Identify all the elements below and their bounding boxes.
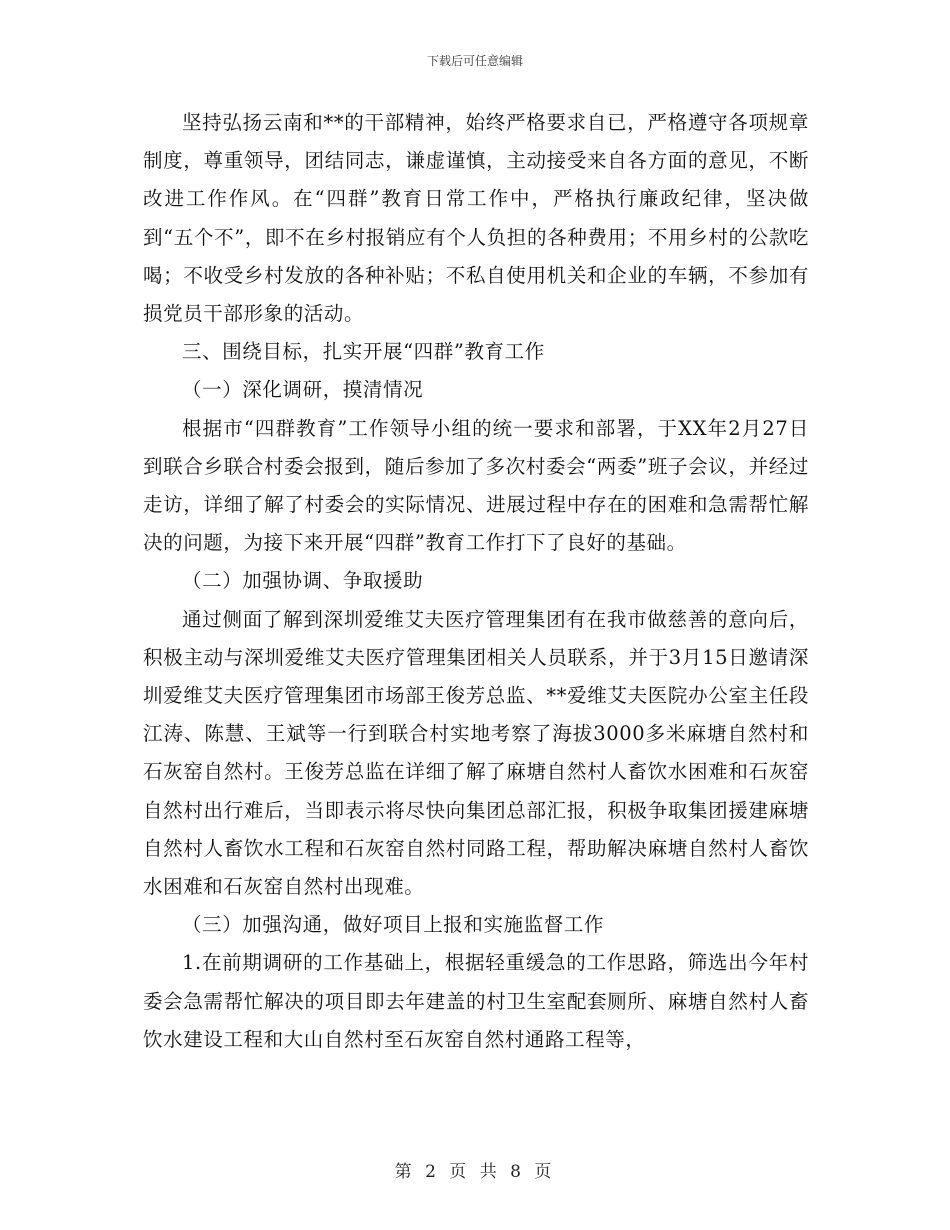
paragraph-research: 根据市“四群教育”工作领导小组的统一要求和部署，于XX年2月27日到联合乡联合村委会报到，随后参加了多次村委会“两委”班子会议，并经过走访，详细了解了村委会的实际情况、进展过程中存在的困难和急需帮忙解决的问题，为接下来开展“四群”教育工作打下了良好的基础。 xyxy=(143,416,809,555)
paragraph-assistance: 通过侧面了解到深圳爱维艾夫医疗管理集团有在我市做慈善的意向后，积极主动与深圳爱维艾夫医疗管理集团相关人员联系，并于3月15日邀请深圳爱维艾夫医疗管理集团市场部王俊芳总监、**爱维艾夫医院办公室主任段江涛、陈慧、王斌等一行到联合村实地考察了海拔3000多米麻塘自然村和石灰窑自然村。王俊芳总监在详细了解了麻塘自然村人畜饮水困难和石灰窑自然村出行难后，当即表示将尽快向集团总部汇报，积极争取集团援建麻塘自然村人畜饮水工程和石灰窑自然村同路工程，帮助解决麻塘自然村人畜饮水困难和石灰窑自然村出现难。 xyxy=(143,607,809,899)
paragraph-projects: 1.在前期调研的工作基础上，根据轻重缓急的工作思路，筛选出今年村委会急需帮忙解决的项目即去年建盖的村卫生室配套厕所、麻塘自然村人畜饮水建设工程和大山自然村至石灰窑自然村通路工程等， xyxy=(143,951,809,1051)
subheading-1: （一）深化调研，摸清情况 xyxy=(182,378,424,402)
section-heading-3: 三、围绕目标，扎实开展“四群”教育工作 xyxy=(182,340,545,364)
page-header-note: 下载后可任意编辑 xyxy=(426,54,523,68)
document-body xyxy=(143,104,809,1059)
subheading-2: （二）加强协调、争取援助 xyxy=(182,569,424,593)
subheading-3: （三）加强沟通，做好项目上报和实施监督工作 xyxy=(182,913,605,937)
page-number-footer: 第 2 页 共 8 页 xyxy=(394,1162,556,1182)
paragraph-conduct: 坚持弘扬云南和**的干部精神，始终严格要求自已，严格遵守各项规章制度，尊重领导，团结同志，谦虚谨慎，主动接受来自各方面的意见，不断改进工作作风。在“四群”教育日常工作中，严格执行廉政纪律，坚决做到“五个不”，即不在乡村报销应有个人负担的各种费用；不用乡村的公款吃喝；不收受乡村发放的各种补贴；不私自使用机关和企业的车辆，不参加有损党员干部形象的活动。 xyxy=(143,111,809,326)
